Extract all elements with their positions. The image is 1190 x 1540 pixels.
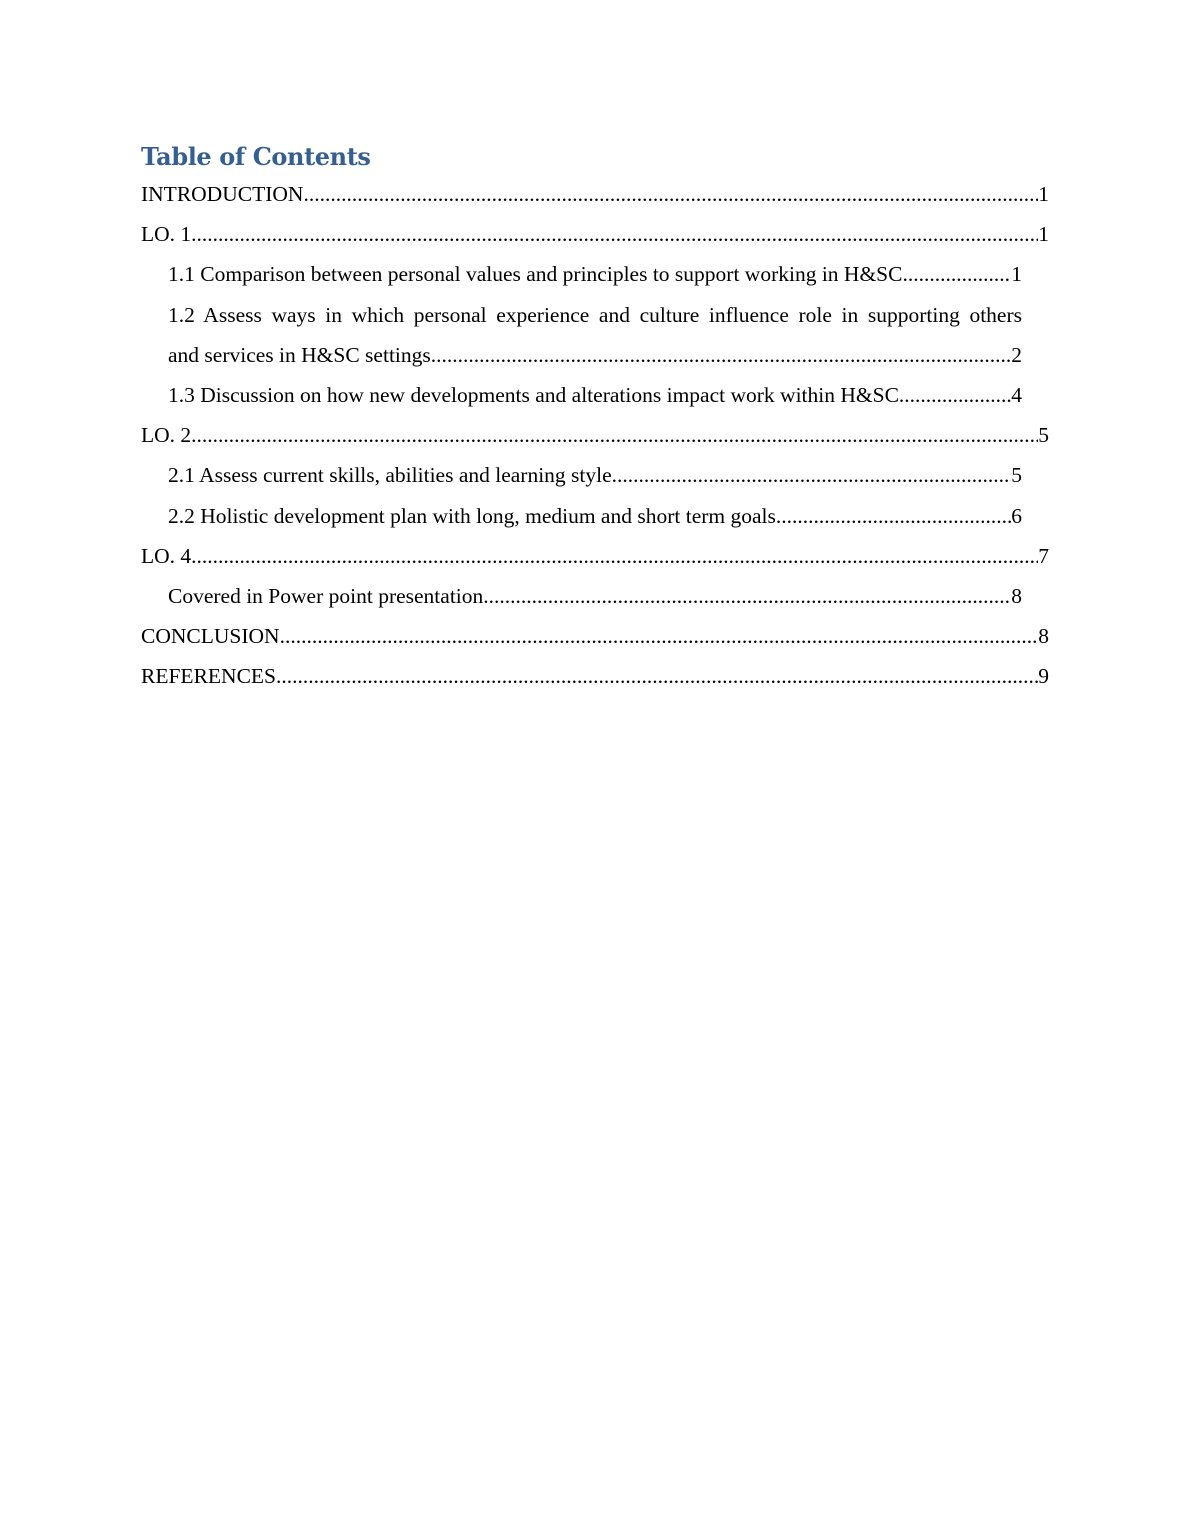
toc-dot-leader bbox=[899, 375, 1011, 415]
toc-page-number: 7 bbox=[1038, 543, 1049, 568]
toc-entry-references[interactable] bbox=[141, 656, 1049, 696]
toc-page-number: 6 bbox=[1011, 503, 1022, 528]
toc-entry-label: CONCLUSION bbox=[141, 624, 280, 649]
toc-entry-label: 1.1 Comparison between personal values and principles to support working in H&SC. bbox=[168, 262, 908, 287]
toc-entry-lo1[interactable] bbox=[141, 214, 1049, 254]
toc-dot-leader bbox=[303, 174, 1038, 214]
toc-entry-powerpoint[interactable] bbox=[141, 576, 1049, 616]
toc-page-number: 8 bbox=[1011, 583, 1022, 608]
toc-entry-label: 1.3 Discussion on how new developments and alterations impact work within H&SC bbox=[168, 382, 899, 407]
toc-dot-leader bbox=[191, 415, 1038, 455]
toc-dot-leader bbox=[280, 616, 1039, 656]
toc-page-number: 9 bbox=[1038, 664, 1049, 689]
toc-entry-2-1[interactable] bbox=[141, 455, 1049, 495]
toc-entry-label: REFERENCES bbox=[141, 664, 276, 689]
toc-entry-label: LO. 2 bbox=[141, 423, 192, 448]
toc-entry-lo2[interactable] bbox=[141, 415, 1049, 455]
toc-dot-leader bbox=[908, 254, 1011, 294]
toc-page-number: 1 bbox=[1038, 222, 1049, 247]
toc-entry-label: LO. 4 bbox=[141, 543, 192, 568]
toc-entry-label-line2-row bbox=[168, 335, 1022, 375]
toc-page-number: 1 bbox=[1038, 182, 1049, 206]
toc-entry-1-2[interactable] bbox=[141, 295, 1049, 375]
table-of-contents bbox=[141, 140, 1049, 696]
toc-title: Table of Contents bbox=[141, 142, 371, 171]
toc-page-number: 4 bbox=[1011, 382, 1022, 407]
toc-dot-leader bbox=[191, 214, 1038, 254]
toc-page-number: 5 bbox=[1011, 463, 1022, 488]
toc-page-number: 8 bbox=[1038, 624, 1049, 649]
toc-entry-label: Covered in Power point presentation bbox=[168, 583, 484, 608]
toc-page-number: 1 bbox=[1011, 262, 1022, 287]
toc-entry-2-2[interactable] bbox=[141, 496, 1049, 536]
toc-entry-label-line1: 1.2 Assess ways in which personal experience and culture influence role in supporting others bbox=[168, 302, 1022, 327]
toc-list bbox=[141, 174, 1049, 696]
toc-entry-label: 2.1 Assess current skills, abilities and learning style bbox=[168, 463, 612, 488]
toc-page-number: 5 bbox=[1038, 423, 1049, 448]
toc-dot-leader bbox=[776, 496, 1011, 536]
toc-dot-leader bbox=[191, 536, 1038, 576]
toc-entry-label: 2.2 Holistic development plan with long, medium and short term goals bbox=[168, 503, 776, 528]
toc-entry-introduction[interactable] bbox=[141, 174, 1049, 214]
toc-dot-leader bbox=[483, 576, 1011, 616]
toc-entry-1-1[interactable] bbox=[141, 254, 1049, 294]
toc-entry-label: INTRODUCTION bbox=[141, 182, 304, 206]
toc-entry-conclusion[interactable] bbox=[141, 616, 1049, 656]
toc-entry-label-line2: and services in H&SC settings bbox=[168, 342, 431, 367]
toc-page-number: 2 bbox=[1011, 342, 1022, 367]
toc-entry-1-3[interactable] bbox=[141, 375, 1049, 415]
toc-entry-label: LO. 1 bbox=[141, 222, 192, 247]
toc-dot-leader bbox=[431, 335, 1011, 375]
toc-entry-lo4[interactable] bbox=[141, 536, 1049, 576]
toc-dot-leader bbox=[612, 455, 1012, 495]
toc-dot-leader bbox=[276, 656, 1038, 696]
